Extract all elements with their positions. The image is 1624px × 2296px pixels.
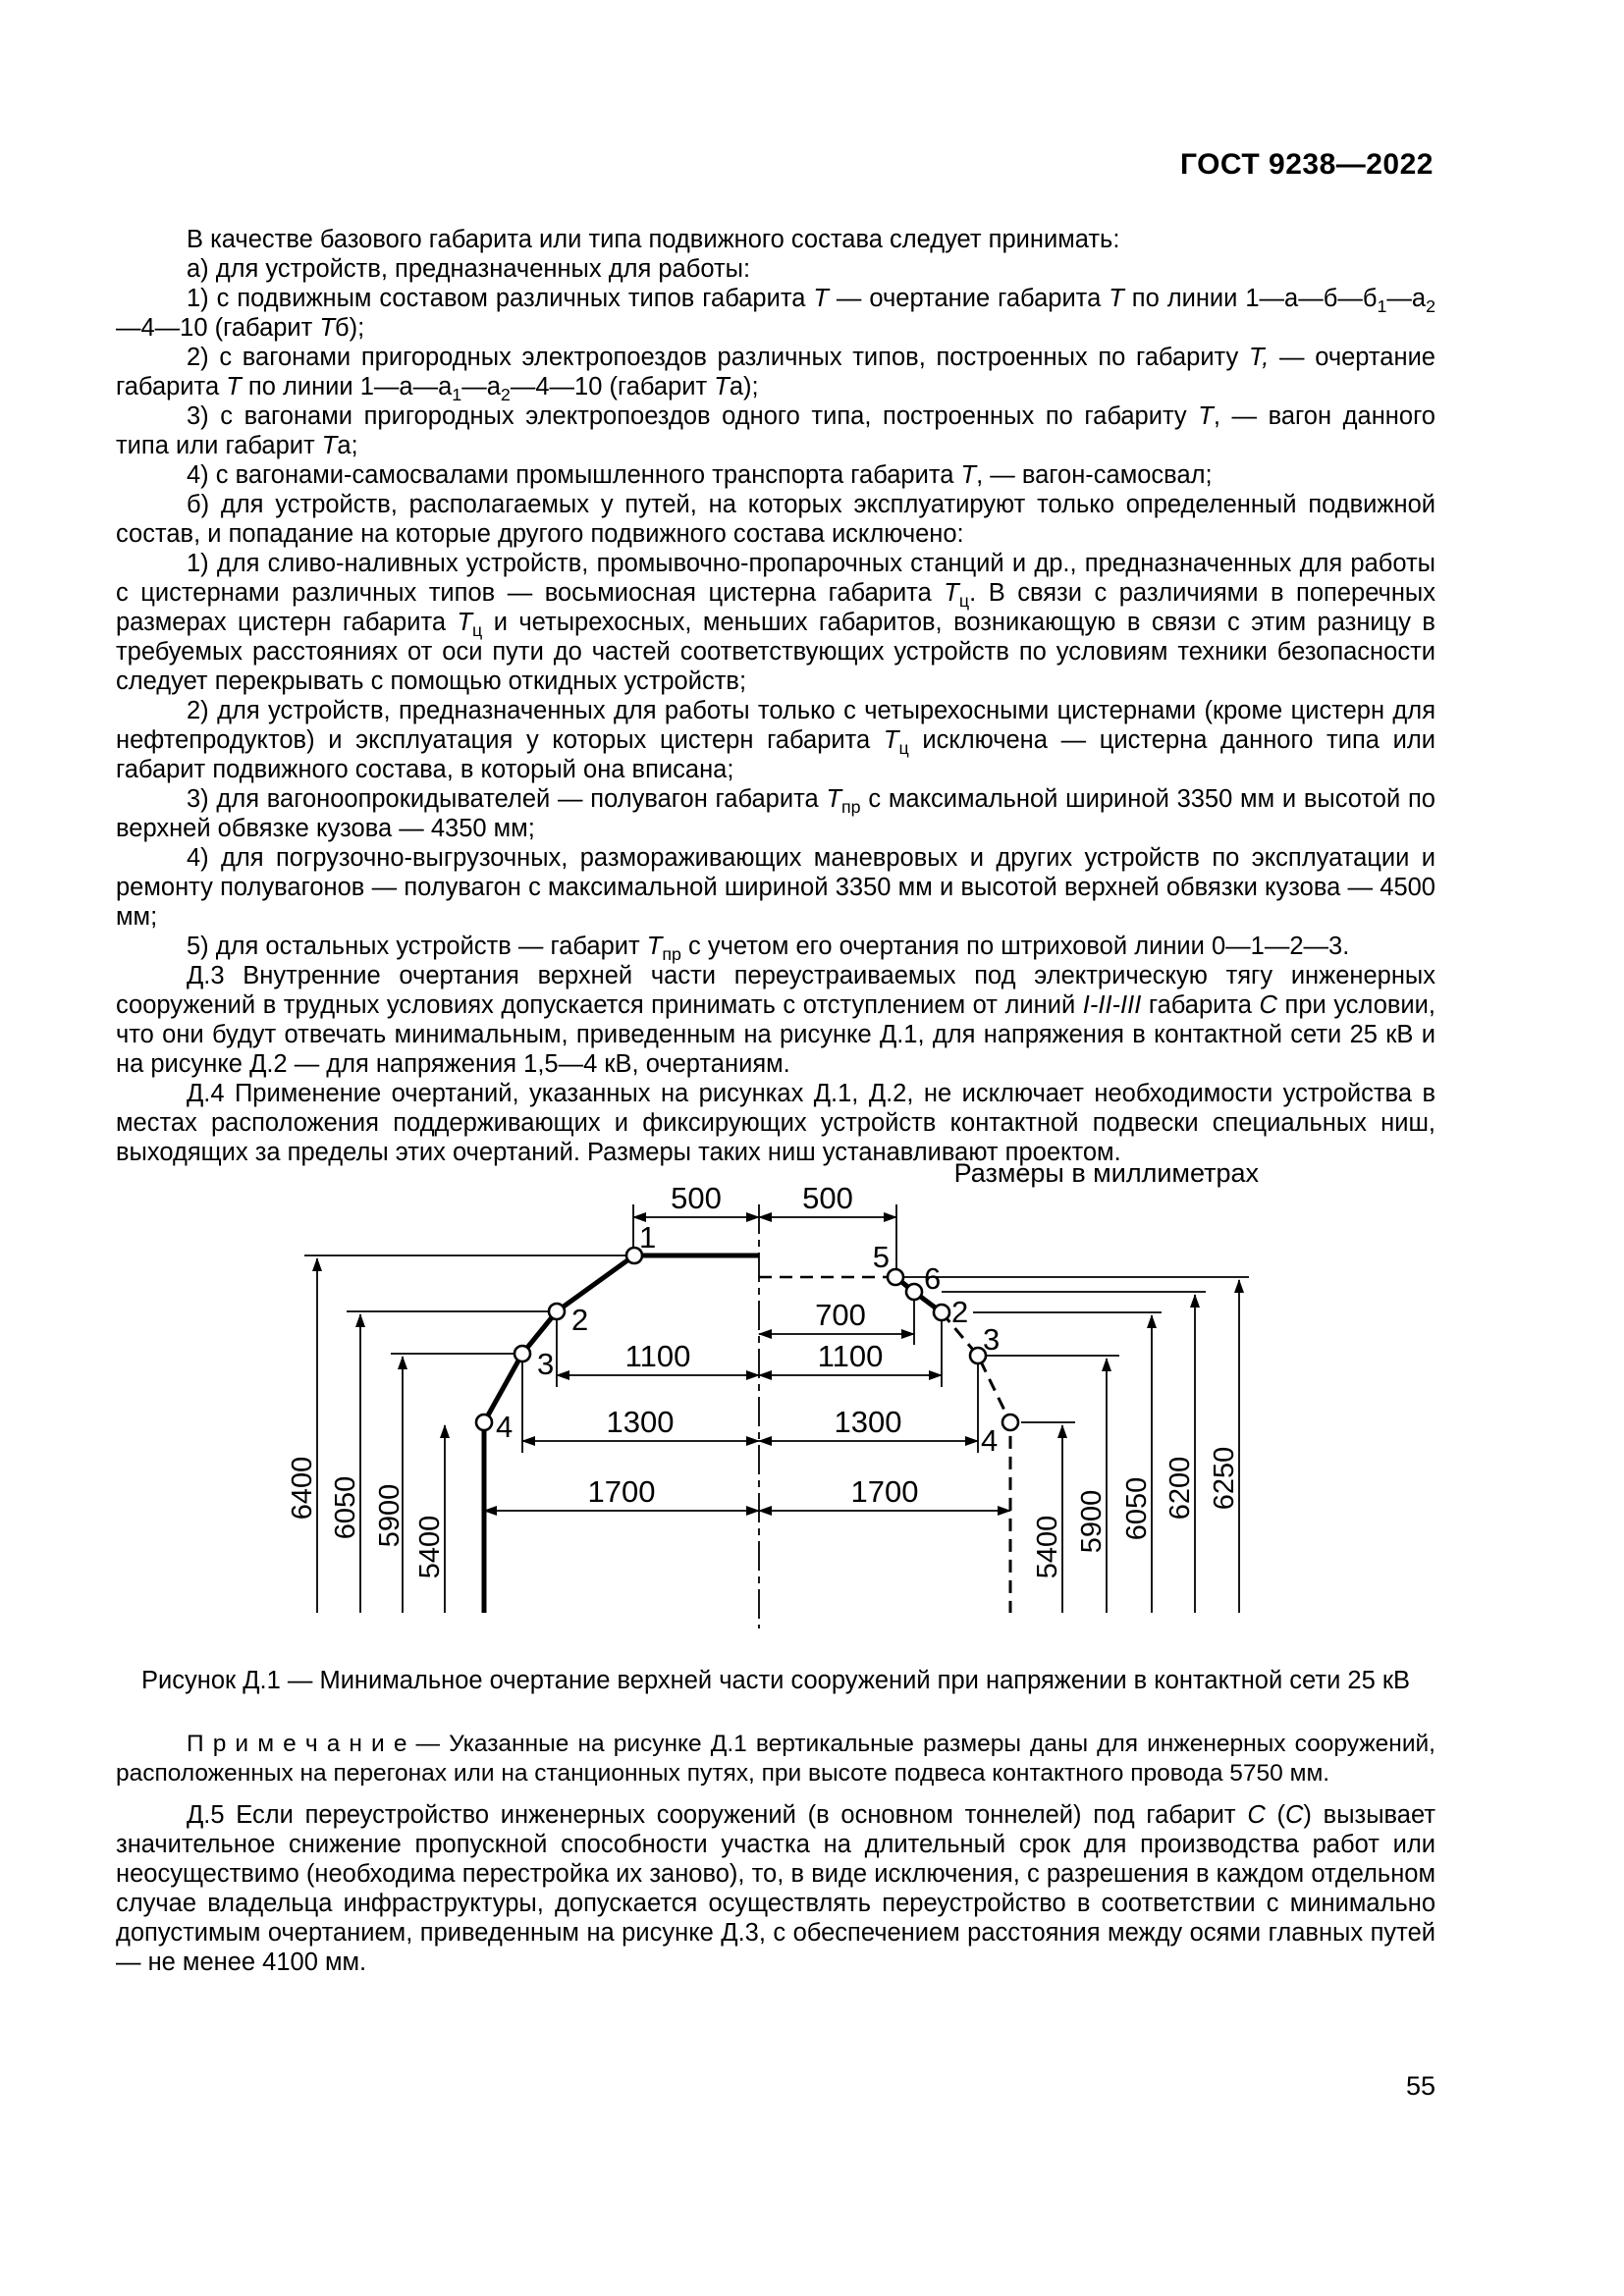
paragraph: 5) для остальных устройств — габарит $Т_{пр}$ с учетом его очертания по штриховой линии 0—1—2—3.	[187, 933, 1350, 965]
figure-note-text: П р и м е ч а н и е — Указанные на рисунке Д.1 вертикальные размеры даны для инженерных сооружений, расположенных на перегонах или на станционных путях, при высоте подвеса контактного провода 5750 мм.	[116, 1731, 1435, 1787]
point-label-2-right: 2	[951, 1295, 969, 1329]
figure-caption: Рисунок Д.1 — Минимальное очертание верхней части сооружений при напряжении в контактной сети 25 кВ	[140, 1667, 1411, 1694]
vdim-5900-left: 5900	[374, 1483, 406, 1548]
paragraph: 2) для устройств, предназначенных для работы только с четырехосными цистернами (кроме цистерн для нефтепродуктов) и эксплуатация у которых цистерн габарита $Т_ц$ исключена — цистерна данного типа или габарит подвижного состава, в который она вписана;	[116, 697, 1435, 783]
paragraph: 4) с вагонами-самосвалами промышленного транспорта габарита Т, — вагон-самосвал;	[187, 461, 1213, 489]
paragraph: 4) для погрузочно-выгрузочных, размораживающих маневровых и других устройств по эксплуатации и ремонту полувагонов — полувагон с максимальной шириной 3350 мм и высотой верхней обвязки кузова — 4500 мм;	[116, 844, 1435, 931]
point-label-4-right: 4	[981, 1423, 999, 1458]
page-header: ГОСТ 9238—2022	[1179, 148, 1434, 181]
vdim-6400-left: 6400	[287, 1456, 318, 1521]
vdim-6200-right: 6200	[1164, 1456, 1196, 1521]
vdim-6050-left: 6050	[330, 1475, 361, 1540]
figure-d1-diagram	[0, 1156, 1624, 1657]
paragraph: 1) для сливо-наливных устройств, промывочно-пропарочных станций и др., предназначенных для работы с цистернами различных типов — восьмиосная цистерна габарита $Т_ц$. В связи с различиями в поперечных размерах цистерн габарита $Т_ц$ и четырехосных, меньших габаритов, возникающую в связи с этим разницу в требуемых расстояниях от оси пути до частей соответствующих устройств по условиям техники безопасности следует перекрывать с помощью откидных устройств;	[116, 550, 1435, 695]
point-label-2-left: 2	[571, 1303, 589, 1337]
figure-units-label: Размеры в миллиметрах	[953, 1158, 1259, 1188]
dim-1100-left: 1100	[624, 1339, 691, 1373]
vdim-5400-left: 5400	[414, 1515, 446, 1579]
paragraph: 1) с подвижным составом различных типов габарита Т — очертание габарита Т по линии $1—а—б—б_1—а_2—4—10$ (габарит Тб);	[116, 285, 1435, 342]
vdim-5400-right: 5400	[1032, 1515, 1063, 1579]
page-number: 55	[1405, 2071, 1435, 2101]
paragraph: Д.3 Внутренние очертания верхней части переустраиваемых под электрическую тягу инженерных сооружений в трудных условиях допускается принимать с отступлением от линий I-II-III габарита С при условии, что они будут отвечать минимальным, приведенным на рисунке Д.1, для напряжения в контактной сети 25 кВ и на рисунке Д.2 — для напряжения 1,5—4 кВ, очертаниям.	[116, 962, 1436, 1078]
vdim-6050-right: 6050	[1121, 1476, 1153, 1541]
dim-500-right: 500	[802, 1181, 853, 1215]
dim-1300-left: 1300	[606, 1405, 675, 1439]
paragraph: В качестве базового габарита или типа подвижного состава следует принимать:	[187, 226, 1120, 253]
dim-1100-right: 1100	[817, 1339, 884, 1373]
body-text	[116, 225, 1435, 1167]
paragraph: 3) с вагонами пригородных электропоездов одного типа, построенных по габариту Т, — вагон данного типа или габарит Та;	[116, 402, 1435, 459]
dim-1700-left: 1700	[587, 1474, 656, 1509]
point-label-3-left: 3	[537, 1347, 555, 1381]
dimension-labels	[287, 1181, 1240, 1578]
point-label-3-right: 3	[983, 1322, 1001, 1357]
point-label-6: 6	[924, 1261, 942, 1296]
vdim-6250-right: 6250	[1209, 1446, 1240, 1511]
dim-1300-right: 1300	[834, 1405, 902, 1439]
point-label-1: 1	[639, 1220, 657, 1255]
paragraph: Д.5 Если переустройство инженерных сооружений (в основном тоннелей) под габарит С (С) вызывает значительное снижение пропускной способности участка на длительный срок для производства работ или неосуществимо (необходима перестройка их заново), то, в виде исключения, с разрешения в каждом отдельном случае владельца инфраструктуры, допускается осуществлять переустройство в соответствии с минимально допустимым очертанием, приведенным на рисунке Д.3, с обеспечением расстояния между осями главных путей — не менее 4100 мм.	[116, 1801, 1435, 1976]
vdim-5900-right: 5900	[1076, 1489, 1108, 1554]
figure-note	[116, 1730, 1435, 1789]
dim-1700-right: 1700	[850, 1474, 919, 1509]
dim-700: 700	[815, 1298, 866, 1332]
paragraph: а) для устройств, предназначенных для работы:	[187, 255, 751, 283]
gabarit-profile-right-dashed	[759, 1277, 1010, 1613]
paragraph: б) для устройств, располагаемых у путей, на которых эксплуатируют только определенный подвижной состав, и попадание на которые другого подвижного состава исключено:	[116, 491, 1435, 548]
paragraph: 3) для вагоноопрокидывателей — полувагон габарита $Т_{пр}$ с максимальной шириной 3350 мм и высотой по верхней обвязке кузова — 4350 мм;	[116, 785, 1435, 842]
paragraph: Д.4 Применение очертаний, указанных на рисунках Д.1, Д.2, не исключает необходимости устройства в местах расположения поддерживающих и фиксирующих устройств контактной подвески специальных ниш, выходящих за пределы этих очертаний. Размеры таких ниш устанавливают проектом.	[116, 1080, 1435, 1166]
point-label-5: 5	[872, 1240, 890, 1274]
paragraph-d5-block	[116, 1800, 1435, 1977]
point-label-4-left: 4	[496, 1410, 514, 1444]
dim-500-left: 500	[671, 1181, 722, 1215]
paragraph: 2) с вагонами пригородных электропоездов различных типов, построенных по габариту Т, — очертание габарита Т по линии $1—а—а_1—а_2—4—10$ (габарит Та);	[116, 344, 1435, 405]
